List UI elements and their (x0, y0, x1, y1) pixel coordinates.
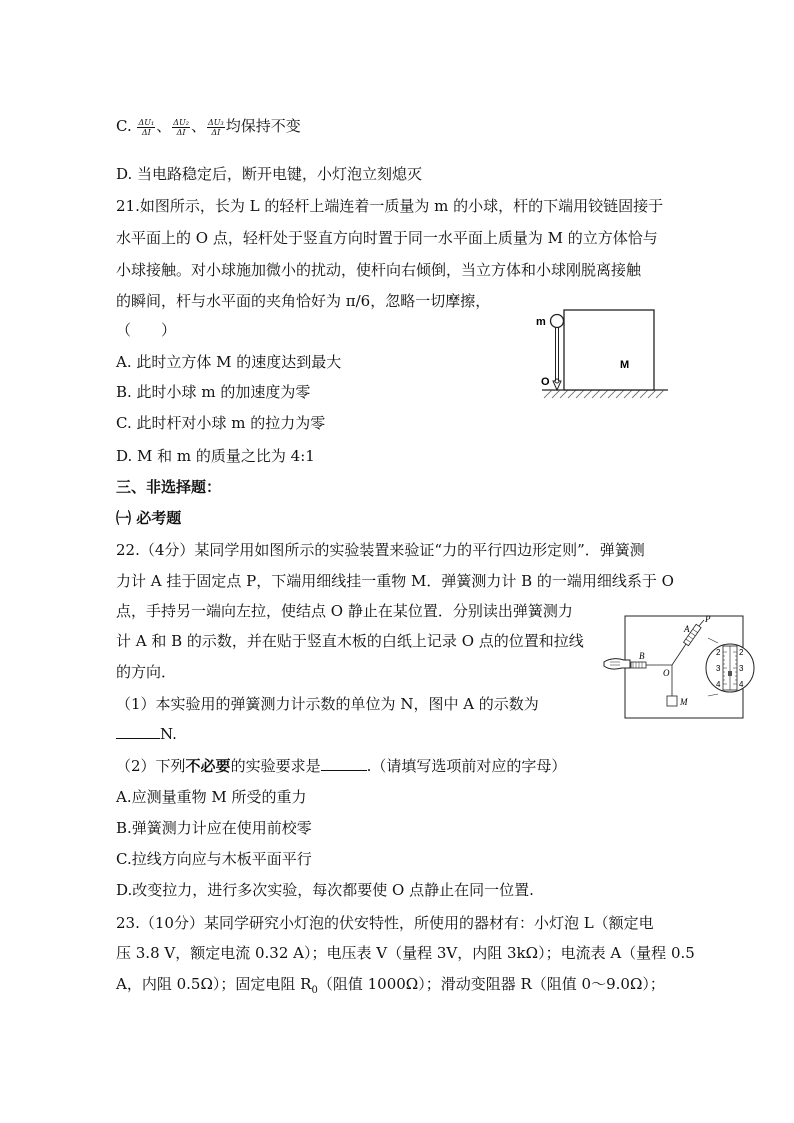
label-O: O (663, 668, 670, 678)
label-O: O (541, 376, 550, 388)
q21-rod-cube-figure (530, 300, 670, 402)
q21-option-b: B. 此时小球 m 的加速度为零 (116, 383, 311, 401)
q21-option-a: A. 此时立方体 M 的速度达到最大 (116, 353, 342, 371)
q22-option-b: B.弹簧测力计应在使用前校零 (116, 819, 312, 837)
svg-text:2: 2 (739, 648, 744, 657)
weight-M (667, 696, 677, 706)
ground-hatching (544, 390, 664, 398)
q22-option-d: D.改变拉力，进行多次实验，每次都要使 O 点静止在同一位置. (116, 881, 534, 899)
q23-line-3: A，内阻 0.5Ω）；固定电阻 $R_0$（阻值 1000Ω）；滑动变阻器 R（阻值 0～9.0Ω）； (116, 975, 665, 996)
q20-option-d: D. 当电路稳定后，断开电键，小灯泡立刻熄灭 (116, 165, 423, 183)
hand-icon (604, 659, 630, 669)
q20-option-c: C. $\frac{\text{ΔU₁}}{\Delta I}$ 、 $\frac{\text{ΔU₂}}{\Delta I}$ 、 $\frac{\text{ΔU₃}}{\Delta I}$ 均保持不变 (116, 117, 301, 137)
q21-option-c: C. 此时杆对小球 m 的拉力为零 (116, 414, 326, 432)
answer-blank-2[interactable] (321, 756, 367, 771)
svg-text:3: 3 (716, 664, 721, 673)
label-m: m (536, 316, 546, 328)
label-M: M (680, 697, 688, 707)
section-title: 三、非选择题： (116, 478, 222, 496)
q21-stem-line-4: 的瞬间，杆与水平面的夹角恰好为 π/6，忽略一切摩擦， (116, 292, 491, 310)
answer-blank-1[interactable] (116, 724, 160, 739)
label-A: A (684, 624, 690, 634)
q22-stem-line-1: 22.（4分）某同学用如图所示的实验装置来验证“力的平行四边形定则”．弹簧测 (116, 541, 645, 559)
q21-option-d: D. M 和 m 的质量之比为 4:1 (116, 447, 315, 465)
q22-apparatus-figure (600, 610, 760, 725)
q22-stem-line-2: 力计 A 挂于固定点 P，下端用细线挂一重物 M．弹簧测力计 B 的一端用细线系于 O (116, 572, 674, 590)
q22-stem-line-3: 点，手持另一端向左拉，使结点 O 静止在某位置．分别读出弹簧测力 (116, 602, 573, 620)
q22-part2: （2）下列不必要的实验要求是 .（请填写选项前对应的字母） (116, 757, 567, 775)
label-P: P (705, 614, 711, 624)
q22-stem-line-5: 的方向． (116, 663, 177, 681)
svg-text:2: 2 (716, 648, 721, 657)
q21-stem-line-2: 水平面上的 O 点，轻杆处于竖直方向时置于同一水平面上质量为 M 的立方体恰与 (116, 229, 658, 247)
svg-text:3: 3 (739, 664, 744, 673)
svg-text:4: 4 (739, 680, 744, 689)
q22-part1-answer: N. (116, 724, 177, 744)
q22-option-c: C.拉线方向应与木板平面平行 (116, 850, 312, 868)
svg-text:4: 4 (716, 680, 721, 689)
q21-stem-line-3: 小球接触。对小球施加微小的扰动，使杆向右倾倒，当立方体和小球刚脱离接触 (116, 261, 642, 279)
ball-m (551, 315, 564, 328)
cube-M (564, 310, 654, 390)
q23-line-2: 压 3.8 V，额定电流 0.32 A）；电压表 V（量程 3V，内阻 3kΩ）；电流表 A（量程 0.5 (116, 944, 695, 962)
label-B: B (639, 651, 645, 661)
fraction-du3-di: $\frac{\text{ΔU₃}}{\Delta I}$ (207, 117, 224, 137)
label-M: M (620, 359, 630, 371)
fraction-du1-di: $\frac{\text{ΔU₁}}{\Delta I}$ (138, 117, 155, 137)
q21-stem-line-1: 21.如图所示，长为 L 的轻杆上端连着一质量为 m 的小球，杆的下端用铰链固接于 (116, 197, 664, 215)
q22-part1: （1）本实验用的弹簧测力计示数的单位为 N，图中 A 的示数为 (116, 695, 539, 713)
q23-line-1: 23.（10分）某同学研究小灯泡的伏安特性，所使用的器材有：小灯泡 L（额定电 (116, 914, 654, 932)
q21-answer-paren: （ ） (116, 321, 177, 339)
fraction-du2-di: $\frac{\text{ΔU₂}}{\Delta I}$ (173, 117, 189, 137)
section-subtitle: ㈠ 必考题 (116, 509, 182, 527)
q22-option-a: A.应测量重物 M 所受的重力 (116, 788, 307, 806)
q22-stem-line-4: 计 A 和 B 的示数，并在贴于竖直木板的白纸上记录 O 点的位置和拉线 (116, 632, 584, 650)
